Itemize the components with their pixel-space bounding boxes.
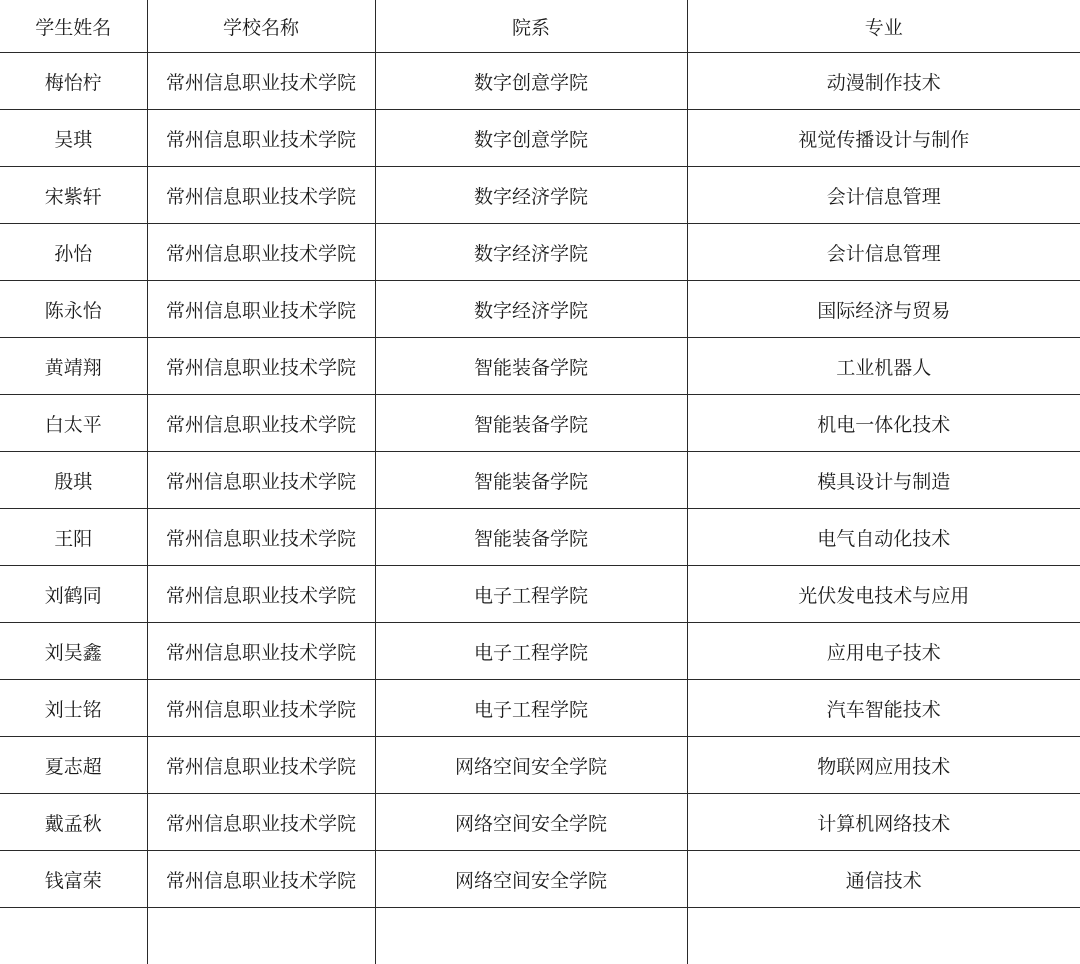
cell-school-name: 常州信息职业技术学院 (147, 167, 375, 224)
cell-student-name: 吴琪 (0, 110, 147, 167)
cell-school-name: 常州信息职业技术学院 (147, 794, 375, 851)
cell-school-name: 常州信息职业技术学院 (147, 224, 375, 281)
cell-major: 光伏发电技术与应用 (687, 566, 1080, 623)
table-row (0, 452, 1080, 509)
cell-school-name: 常州信息职业技术学院 (147, 338, 375, 395)
table-cell-empty (375, 908, 687, 964)
cell-department: 网络空间安全学院 (375, 851, 687, 908)
cell-student-name: 梅怡柠 (0, 53, 147, 110)
cell-department: 数字经济学院 (375, 224, 687, 281)
table-row (0, 737, 1080, 794)
table-row (0, 680, 1080, 737)
cell-major: 汽车智能技术 (687, 680, 1080, 737)
table-row (0, 338, 1080, 395)
table-row (0, 395, 1080, 452)
header-school-name: 学校名称 (147, 0, 375, 53)
cell-major: 机电一体化技术 (687, 395, 1080, 452)
cell-major: 工业机器人 (687, 338, 1080, 395)
cell-student-name: 刘士铭 (0, 680, 147, 737)
cell-school-name: 常州信息职业技术学院 (147, 110, 375, 167)
table-row (0, 167, 1080, 224)
table-cell-empty (687, 908, 1080, 964)
header-department: 院系 (375, 0, 687, 53)
table-row (0, 794, 1080, 851)
cell-school-name: 常州信息职业技术学院 (147, 566, 375, 623)
table-row (0, 851, 1080, 908)
cell-major: 应用电子技术 (687, 623, 1080, 680)
cell-school-name: 常州信息职业技术学院 (147, 680, 375, 737)
cell-department: 智能装备学院 (375, 395, 687, 452)
table-row (0, 53, 1080, 110)
cell-major: 电气自动化技术 (687, 509, 1080, 566)
cell-major: 计算机网络技术 (687, 794, 1080, 851)
cell-department: 电子工程学院 (375, 623, 687, 680)
cell-major: 国际经济与贸易 (687, 281, 1080, 338)
cell-department: 数字经济学院 (375, 167, 687, 224)
cell-student-name: 王阳 (0, 509, 147, 566)
cell-student-name: 陈永怡 (0, 281, 147, 338)
cell-department: 数字创意学院 (375, 53, 687, 110)
cell-major: 通信技术 (687, 851, 1080, 908)
cell-student-name: 钱富荣 (0, 851, 147, 908)
cell-school-name: 常州信息职业技术学院 (147, 509, 375, 566)
cell-department: 网络空间安全学院 (375, 737, 687, 794)
table-row-partial (0, 908, 1080, 964)
cell-school-name: 常州信息职业技术学院 (147, 452, 375, 509)
cell-department: 电子工程学院 (375, 680, 687, 737)
cell-department: 智能装备学院 (375, 338, 687, 395)
table-body (0, 53, 1080, 964)
cell-student-name: 白太平 (0, 395, 147, 452)
cell-student-name: 戴孟秋 (0, 794, 147, 851)
table-row (0, 509, 1080, 566)
header-student-name: 学生姓名 (0, 0, 147, 53)
cell-school-name: 常州信息职业技术学院 (147, 737, 375, 794)
cell-school-name: 常州信息职业技术学院 (147, 851, 375, 908)
cell-student-name: 宋紫轩 (0, 167, 147, 224)
cell-department: 智能装备学院 (375, 452, 687, 509)
table-cell-empty (0, 908, 147, 964)
cell-student-name: 殷琪 (0, 452, 147, 509)
table-row (0, 110, 1080, 167)
cell-student-name: 刘吴鑫 (0, 623, 147, 680)
table-row (0, 224, 1080, 281)
cell-school-name: 常州信息职业技术学院 (147, 53, 375, 110)
cell-school-name: 常州信息职业技术学院 (147, 281, 375, 338)
header-major: 专业 (687, 0, 1080, 53)
cell-major: 模具设计与制造 (687, 452, 1080, 509)
table-cell-empty (147, 908, 375, 964)
cell-student-name: 黄靖翔 (0, 338, 147, 395)
cell-major: 会计信息管理 (687, 224, 1080, 281)
cell-student-name: 孙怡 (0, 224, 147, 281)
cell-department: 网络空间安全学院 (375, 794, 687, 851)
cell-major: 视觉传播设计与制作 (687, 110, 1080, 167)
table-row (0, 281, 1080, 338)
cell-department: 智能装备学院 (375, 509, 687, 566)
cell-school-name: 常州信息职业技术学院 (147, 623, 375, 680)
table-row (0, 566, 1080, 623)
table-header-row (0, 0, 1080, 53)
cell-major: 会计信息管理 (687, 167, 1080, 224)
cell-department: 数字创意学院 (375, 110, 687, 167)
cell-student-name: 刘鹤同 (0, 566, 147, 623)
cell-major: 动漫制作技术 (687, 53, 1080, 110)
table-row (0, 623, 1080, 680)
cell-department: 电子工程学院 (375, 566, 687, 623)
cell-school-name: 常州信息职业技术学院 (147, 395, 375, 452)
cell-major: 物联网应用技术 (687, 737, 1080, 794)
cell-department: 数字经济学院 (375, 281, 687, 338)
cell-student-name: 夏志超 (0, 737, 147, 794)
